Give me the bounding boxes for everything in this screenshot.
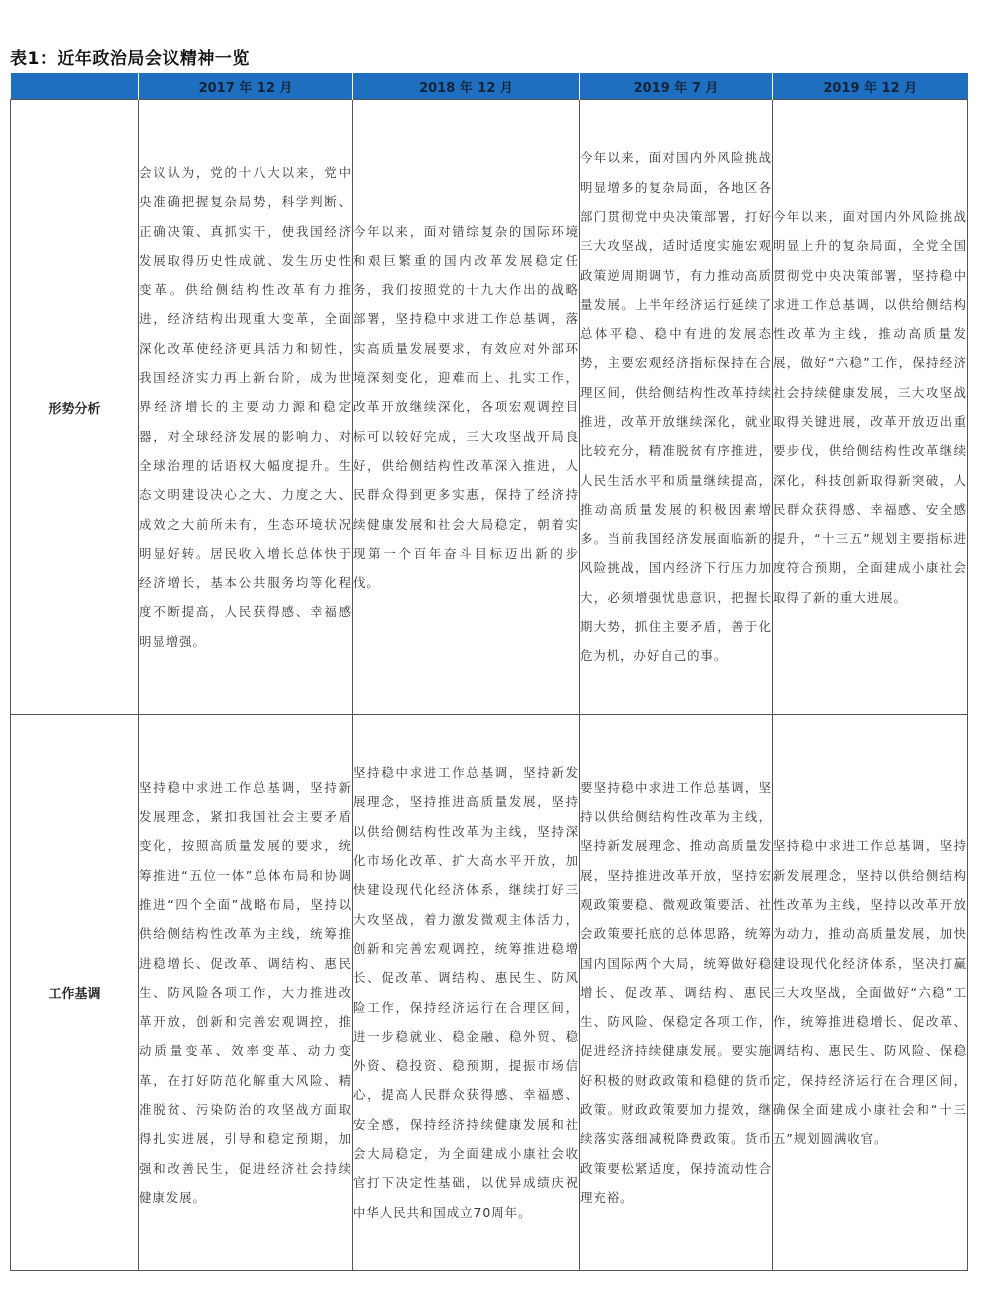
table-row-keynote	[11, 715, 968, 1271]
header-cell-blank	[11, 73, 139, 100]
header-row	[11, 73, 968, 100]
cell-keynote-2017-12: 坚持稳中求进工作总基调，坚持新发展理念，紧扣我国社会主要矛盾变化，按照高质量发展的要求，统筹推进“五位一体”总体布局和协调推进“四个全面”战略布局，坚持以供给侧结构性改革为主线，统筹推进稳增长、促改革、调结构、惠民生、防风险各项工作，大力推进改革开放，创新和完善宏观调控，推动质量变革、效率变革、动力变革，在打好防范化解重大风险、精准脱贫、污染防治的攻坚战方面取得扎实进展，引导和稳定预期，加强和改善民生，促进经济社会持续健康发展。	[139, 715, 353, 1271]
cell-keynote-2019-07: 要坚持稳中求进工作总基调，坚持以供给侧结构性改革为主线，坚持新发展理念、推动高质量发展，坚持推进改革开放，坚持宏观政策要稳、微观政策要活、社会政策要托底的总体思路，统筹国内国际两个大局，统筹做好稳增长、促改革、调结构、惠民生、防风险、保稳定各项工作，促进经济持续健康发展。要实施好积极的财政政策和稳健的货币政策。财政政策要加力提效，继续落实落细减税降费政策。货币政策要松紧适度，保持流动性合理充裕。	[580, 715, 773, 1271]
row-label-situation: 形势分析	[11, 100, 139, 715]
cell-situation-2019-12: 今年以来，面对国内外风险挑战明显上升的复杂局面，全党全国贯彻党中央决策部署，坚持稳中求进工作总基调，以供给侧结构性改革为主线，推动高质量发展，做好“六稳”工作，保持经济社会持续健康发展，三大攻坚战取得关键进展，改革开放迈出重要步伐，供给侧结构性改革继续深化，科技创新取得新突破，人民群众获得感、幸福感、安全感提升，“十三五”规划主要指标进度符合预期，全面建成小康社会取得了新的重大进展。	[773, 100, 968, 715]
cell-situation-2019-07: 今年以来，面对国内外风险挑战明显增多的复杂局面，各地区各部门贯彻党中央决策部署，打好三大攻坚战，适时适度实施宏观政策逆周期调节，有力推动高质量发展。上半年经济运行延续了总体平稳、稳中有进的发展态势，主要宏观经济指标保持在合理区间，供给侧结构性改革持续推进，改革开放继续深化，就业比较充分，精准脱贫有序推进，人民生活水平和质量继续提高，推动高质量发展的积极因素增多。当前我国经济发展面临新的风险挑战，国内经济下行压力加大，必须增强忧患意识，把握长期大势，抓住主要矛盾，善于化危为机，办好自己的事。	[580, 100, 773, 715]
header-cell-2017-12: 2017 年 12 月	[139, 73, 353, 100]
header-cell-2019-12: 2019 年 12 月	[773, 73, 968, 100]
header-cell-2018-12: 2018 年 12 月	[353, 73, 580, 100]
header-cell-2019-07: 2019 年 7 月	[580, 73, 773, 100]
cell-keynote-2019-12: 坚持稳中求进工作总基调，坚持新发展理念，坚持以供给侧结构性改革为主线，坚持以改革开放为动力，推动高质量发展，加快建设现代化经济体系，坚决打赢三大攻坚战，全面做好“六稳”工作，统筹推进稳增长、促改革、调结构、惠民生、防风险、保稳定，保持经济运行在合理区间，确保全面建成小康社会和“十三五”规划圆满收官。	[773, 715, 968, 1271]
policy-table	[10, 73, 968, 1271]
table-title: 表1：近年政治局会议精神一览	[10, 49, 250, 69]
table-row-situation	[11, 100, 968, 715]
row-label-keynote: 工作基调	[11, 715, 139, 1271]
cell-keynote-2018-12: 坚持稳中求进工作总基调，坚持新发展理念，坚持推进高质量发展，坚持以供给侧结构性改革为主线，坚持深化市场化改革、扩大高水平开放，加快建设现代化经济体系，继续打好三大攻坚战，着力激发微观主体活力，创新和完善宏观调控，统筹推进稳增长、促改革、调结构、惠民生、防风险工作，保持经济运行在合理区间，进一步稳就业、稳金融、稳外贸、稳外资、稳投资、稳预期，提振市场信心，提高人民群众获得感、幸福感、安全感，保持经济持续健康发展和社会大局稳定，为全面建成小康社会收官打下决定性基础，以优异成绩庆祝中华人民共和国成立70周年。	[353, 715, 580, 1271]
cell-situation-2017-12: 会议认为，党的十八大以来，党中央准确把握复杂局势，科学判断、正确决策、真抓实干，使我国经济发展取得历史性成就、发生历史性变革。供给侧结构性改革有力推进，经济结构出现重大变革，全面深化改革使经济更具活力和韧性，我国经济实力再上新台阶，成为世界经济增长的主要动力源和稳定器，对全球经济发展的影响力、对全球治理的话语权大幅度提升。生态文明建设决心之大、力度之大、成效之大前所未有，生态环境状况明显好转。居民收入增长总体快于经济增长，基本公共服务均等化程度不断提高，人民获得感、幸福感明显增强。	[139, 100, 353, 715]
cell-situation-2018-12: 今年以来，面对错综复杂的国际环境和艰巨繁重的国内改革发展稳定任务，我们按照党的十九大作出的战略部署，坚持稳中求进工作总基调，落实高质量发展要求，有效应对外部环境深刻变化，迎难而上、扎实工作，改革开放继续深化，各项宏观调控目标可以较好完成，三大攻坚战开局良好，供给侧结构性改革深入推进，人民群众得到更多实惠，保持了经济持续健康发展和社会大局稳定，朝着实现第一个百年奋斗目标迈出新的步伐。	[353, 100, 580, 715]
